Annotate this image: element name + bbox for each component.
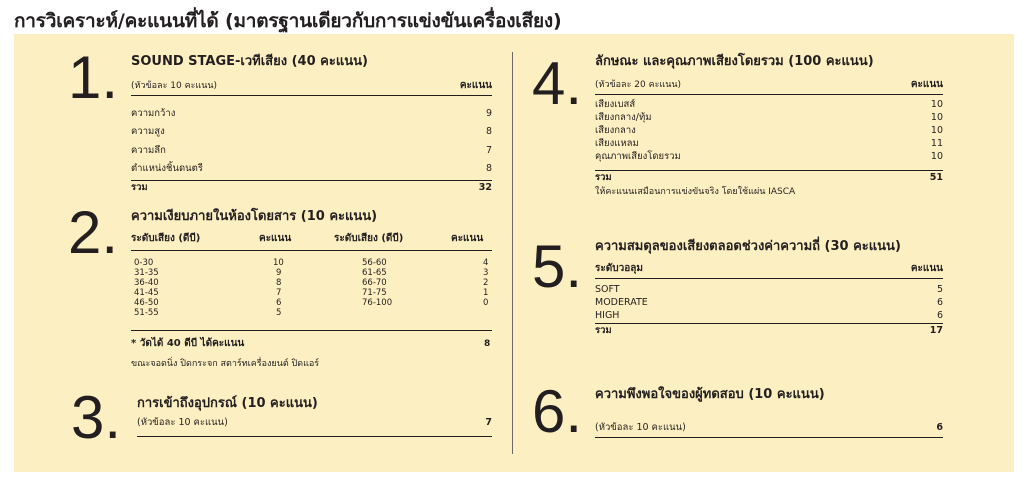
section-1-title: SOUND STAGE-เวทีเสียง (40 คะแนน) xyxy=(131,54,368,69)
row-score: 8 xyxy=(485,163,492,174)
measurement-note: ขณะจอดนิ่ง ปิดกระจก สตาร์ทเครื่องยนต์ ปิดแอร์ xyxy=(131,359,320,369)
section-5-number: 5. xyxy=(532,233,583,300)
db-range: 46-50 xyxy=(134,298,159,308)
section-1-header-right: คะแนน xyxy=(459,80,492,91)
row-score: 7 xyxy=(485,145,492,156)
db-range: 61-65 xyxy=(362,268,387,278)
section-6-number: 6. xyxy=(532,378,583,445)
db-score: 10 xyxy=(273,258,284,268)
row-score: 5 xyxy=(936,284,943,295)
row-label: เสียงกลาง xyxy=(595,125,636,136)
db-score: 8 xyxy=(276,278,282,288)
db-score: 1 xyxy=(483,288,489,298)
section-1-number: 1. xyxy=(68,44,119,111)
section-5-header xyxy=(595,262,943,279)
db-score: 7 xyxy=(276,288,282,298)
section-4-header-left: (หัวข้อละ 20 คะแนน) xyxy=(595,80,682,90)
section-4-header xyxy=(595,78,943,95)
db-score: 4 xyxy=(483,258,489,268)
db-score: 0 xyxy=(483,298,489,308)
section-5-total xyxy=(595,323,943,337)
db-range: 0-30 xyxy=(134,258,154,268)
db-range: 51-55 xyxy=(134,308,159,318)
row-score: 6 xyxy=(936,422,943,433)
row-score: 9 xyxy=(485,108,492,119)
row-label: เสียงกลาง/ทุ้ม xyxy=(595,112,652,123)
row-label: (หัวข้อละ 10 คะแนน) xyxy=(137,417,228,428)
row-label: ความสูง xyxy=(131,126,165,137)
row-score: 6 xyxy=(936,297,943,308)
section-4-number: 4. xyxy=(532,50,583,117)
db-score: 2 xyxy=(483,278,489,288)
row-label: คุณภาพเสียงโดยรวม xyxy=(595,151,681,162)
col-header: ระดับเสียง (ดีบี) xyxy=(131,233,201,244)
col-header: ระดับเสียง (ดีบี) xyxy=(334,233,404,244)
row-score: 8 xyxy=(485,126,492,137)
section-5-header-right: คะแนน xyxy=(910,263,943,274)
db-range: 41-45 xyxy=(134,288,159,298)
noise-table xyxy=(131,234,492,329)
total-label: รวม xyxy=(595,325,612,336)
row-label: ตำแหน่งชิ้นดนตรี xyxy=(131,163,203,174)
row-label: เสียงเบสส์ xyxy=(595,99,636,110)
db-score: 5 xyxy=(276,308,282,318)
row-label: เสียงแหลม xyxy=(595,138,639,149)
page-title: การวิเคราะห์/คะแนนที่ได้ (มาตรฐานเดียวกับการแข่งขันเครื่องเสียง) xyxy=(14,10,562,32)
row-score: 11 xyxy=(930,138,943,149)
section-3-score-row xyxy=(137,416,492,437)
section-5-header-left: ระดับวอลุม xyxy=(595,263,643,274)
row-score: 10 xyxy=(930,151,943,162)
db-range: 36-40 xyxy=(134,278,159,288)
row-label: SOFT xyxy=(595,284,620,295)
db-range: 56-60 xyxy=(362,258,387,268)
row-label: HIGH xyxy=(595,310,620,321)
section-3-number: 3. xyxy=(71,384,122,451)
total-score: 17 xyxy=(929,325,943,336)
db-range: 31-35 xyxy=(134,268,159,278)
total-label: รวม xyxy=(595,172,612,183)
row-score: 7 xyxy=(485,417,492,428)
db-range: 66-70 xyxy=(362,278,387,288)
db-range: 76-100 xyxy=(362,298,393,308)
section-2-number: 2. xyxy=(68,199,119,266)
total-score: 32 xyxy=(478,182,492,193)
total-score: 51 xyxy=(929,172,943,183)
db-score: 6 xyxy=(276,298,282,308)
row-label: ความกว้าง xyxy=(131,108,176,119)
row-score: 10 xyxy=(930,99,943,110)
db-score: 3 xyxy=(483,268,489,278)
row-label: ความลึก xyxy=(131,145,166,156)
column-divider xyxy=(512,52,513,454)
col-header: คะแนน xyxy=(259,233,292,244)
section-1-header xyxy=(131,79,492,96)
section-2-title: ความเงียบภายในห้องโดยสาร (10 คะแนน) xyxy=(131,209,378,224)
db-score: 9 xyxy=(276,268,282,278)
row-score: 6 xyxy=(936,310,943,321)
section-1-total xyxy=(131,180,492,194)
section-3-title: การเข้าถึงอุปกรณ์ (10 คะแนน) xyxy=(137,396,318,411)
noise-table-bottom-rule xyxy=(131,330,492,331)
section-6-title: ความพึงพอใจของผู้ทดสอบ (10 คะแนน) xyxy=(595,387,825,402)
measured-score: 8 xyxy=(484,339,491,349)
measured-label: * วัดได้ 40 ดีบี ได้คะแนน xyxy=(131,338,245,349)
total-label: รวม xyxy=(131,182,148,193)
header-rule xyxy=(131,250,492,251)
section-4-title: ลักษณะ และคุณภาพเสียงโดยรวม (100 คะแนน) xyxy=(595,54,874,69)
db-range: 71-75 xyxy=(362,288,387,298)
row-score: 10 xyxy=(930,112,943,123)
section-4-header-right: คะแนน xyxy=(910,79,943,90)
section-5-title: ความสมดุลของเสียงตลอดช่วงค่าความถี่ (30 คะแนน) xyxy=(595,239,901,254)
row-score: 10 xyxy=(930,125,943,136)
row-label: MODERATE xyxy=(595,297,648,308)
section-4-note: ให้คะแนนเสมือนการแข่งขันจริง โดยใช้แผ่น IASCA xyxy=(595,187,796,197)
col-header: คะแนน xyxy=(451,233,484,244)
section-4-total xyxy=(595,170,943,184)
section-6-score-row xyxy=(595,421,943,438)
row-label: (หัวข้อละ 10 คะแนน) xyxy=(595,422,686,433)
section-1-header-left: (หัวข้อละ 10 คะแนน) xyxy=(131,81,218,91)
